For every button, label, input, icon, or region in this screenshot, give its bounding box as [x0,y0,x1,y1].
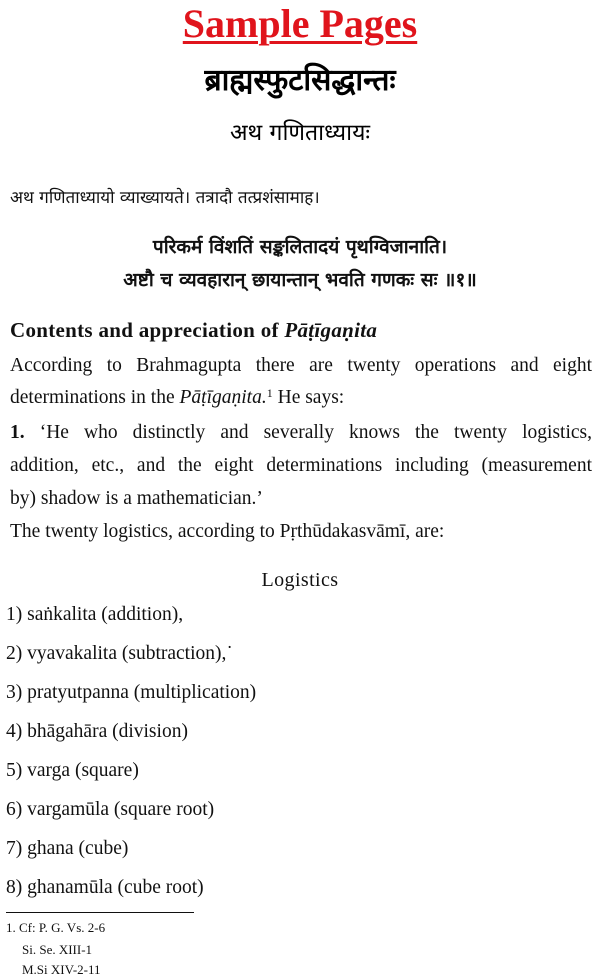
sanskrit-subtitle: अथ गणिताध्यायः [229,120,371,146]
body-line-6: The twenty logistics, according to Pṛthūdakasvāmī, are: [10,521,445,542]
logistics-item: 8) ghanamūla (cube root) [6,877,204,898]
body-line-3 [10,420,592,446]
body-line-2-suffix: He says: [272,387,345,408]
sanskrit-title: ब्राह्मस्फुटसिद्धान्तः [204,63,396,98]
section-heading-prefix: Contents and appreciation of [10,318,285,342]
body-line-1: According to Brahmagupta there are twenty operations and eight [10,355,592,376]
body-line-2-prefix: determinations in the [10,387,180,408]
logistics-item: 7) ghana (cube) [6,838,129,859]
sanskrit-prose: अथ गणिताध्यायो व्याख्यायते। तत्रादौ तत्प्रशंसामाह। [10,188,320,208]
body-line-2 [10,385,592,411]
logistics-item: 4) bhāgahāra (division) [6,721,188,742]
logistics-item: 2) vyavakalita (subtraction),˙ [6,643,233,664]
footnote-line-3: M.Si XIV-2-11 [22,962,101,977]
sample-pages-banner [0,2,600,46]
logistics-item: 1) saṅkalita (addition), [6,604,184,625]
quote-number: 1. [10,422,25,443]
body-line-2-italic: Pāṭīgaṇita. [179,387,267,408]
body-line-3-text: ‘He who distinctly and severally knows the twenty logistics, [24,422,592,443]
footnote-marker: 1 [266,386,273,400]
logistics-item: 3) pratyutpanna (multiplication) [6,682,257,703]
body-line-4: addition, etc., and the eight determinations including (measurement [10,455,592,476]
footnote-divider [6,912,194,913]
banner-text: Sample Pages [182,1,418,46]
sanskrit-verse-line-2: अष्टौ च व्यवहारान् छायान्तान् भवति गणकः सः ॥१॥ [123,269,477,291]
logistics-item: 5) varga (square) [6,760,139,781]
section-heading [10,317,377,343]
footnote-line-2: Si. Se. XIII-1 [22,942,93,957]
sanskrit-verse-line-1: परिकर्म विंशतिं सङ्कलितादयं पृथग्विजानाति। [152,236,448,258]
logistics-item: 6) vargamūla (square root) [6,799,215,820]
section-heading-italic: Pāṭīgaṇita [284,318,378,342]
footnote-line-1: 1. Cf: P. G. Vs. 2-6 [6,920,106,935]
logistics-heading: Logistics [261,569,339,591]
body-line-5: by) shadow is a mathematician.’ [10,488,263,509]
